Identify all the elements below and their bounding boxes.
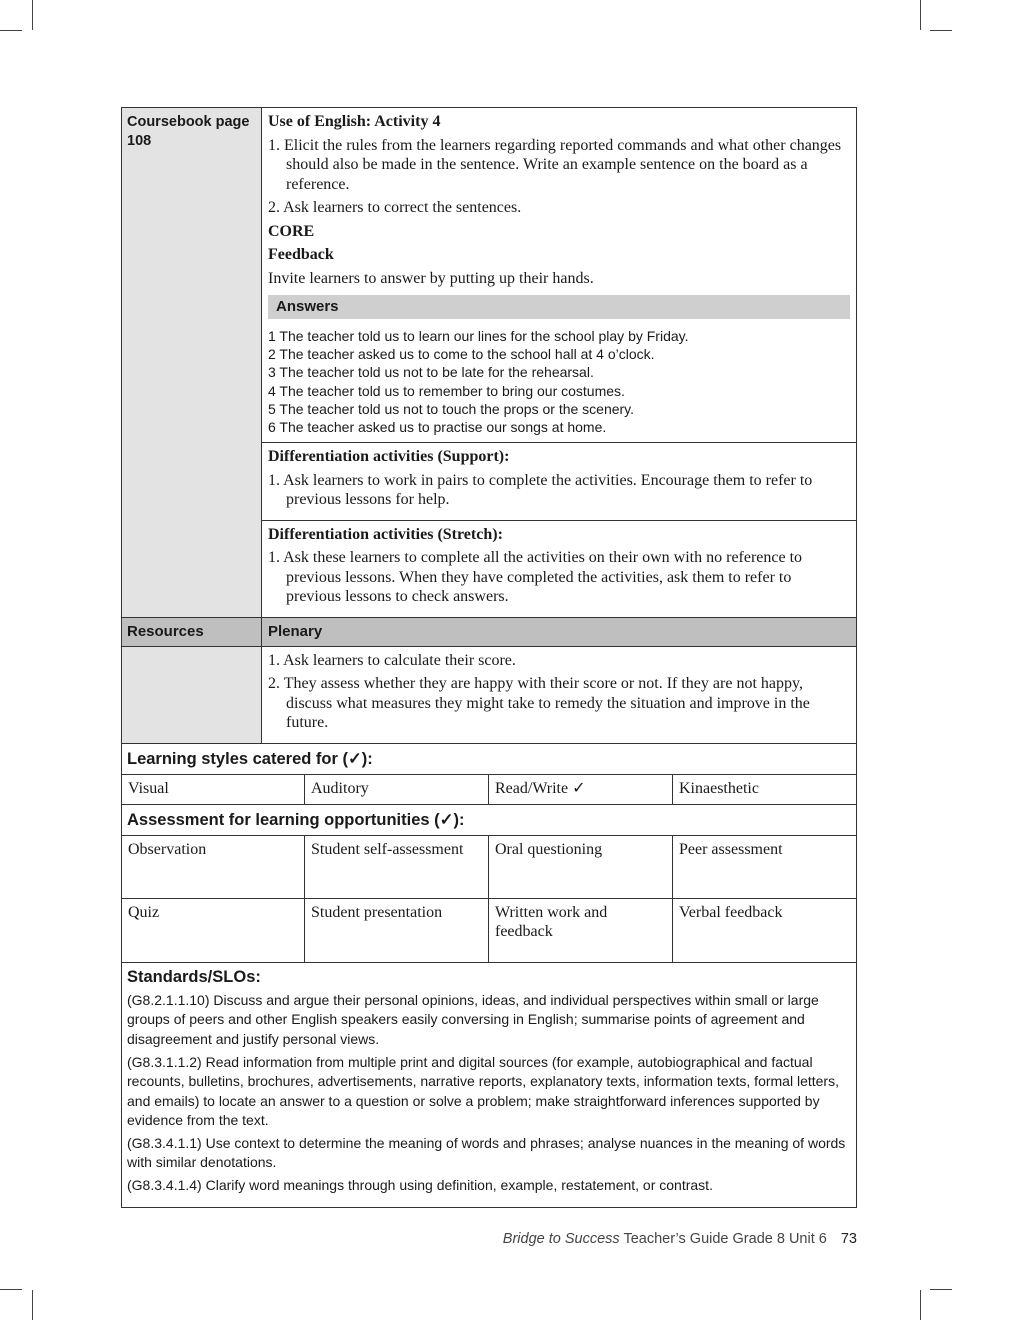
standards-section [122, 963, 856, 1207]
plenary-item: 1. Ask learners to calculate their score. [268, 651, 516, 669]
standard-item: (G8.3.4.1.4) Clarify word meanings through using definition, example, restatement, or contrast. [127, 1177, 713, 1194]
assessment-option: Observation [122, 836, 305, 899]
guide-text: Teacher’s Guide Grade 8 Unit 6 [623, 1231, 827, 1247]
activity-cell [262, 108, 856, 442]
answer-line: 3 The teacher told us not to be late for the rehearsal. [268, 364, 594, 381]
crop-mark [32, 0, 33, 30]
plenary-row [122, 647, 856, 744]
feedback-text: Invite learners to answer by putting up their hands. [268, 269, 594, 287]
assessment-option: Student presentation [305, 899, 489, 962]
assessment-option: Peer assessment [673, 836, 856, 899]
learning-styles-title: Learning styles catered for (✓): [122, 744, 856, 775]
answer-line: 2 The teacher asked us to come to the school hall at 4 o’clock. [268, 346, 655, 363]
answers-heading: Answers [268, 295, 850, 319]
coursebook-page-label: Coursebook page 108 [122, 108, 262, 617]
core-label: CORE [268, 222, 315, 240]
activity-title: Use of English: Activity 4 [268, 113, 441, 130]
assessment-grid [122, 836, 856, 963]
activity-step: 2. Ask learners to correct the sentences. [268, 199, 522, 216]
plenary-item: 2. They assess whether they are happy with their score or not. If they are not happy, discuss what measures they might take to remedy the situation and improve in the future. [268, 675, 810, 732]
assessment-option: Quiz [122, 899, 305, 962]
plenary-cell [262, 647, 856, 743]
assessment-option: Written work and feedback [489, 899, 673, 962]
crop-mark [930, 30, 952, 31]
assessment-option: Oral questioning [489, 836, 673, 899]
activity-row [122, 108, 856, 618]
crop-mark [920, 1290, 921, 1320]
assessment-option: Verbal feedback [679, 903, 783, 921]
standard-item: (G8.2.1.1.10) Discuss and argue their personal opinions, ideas, and individual perspectives within small or large groups of peers and other English speakers easily conversing in English; summarise points of agreement and disagreement and justify personal views. [127, 991, 819, 1047]
crop-mark [32, 1290, 33, 1320]
plenary-title: Plenary [268, 622, 323, 640]
support-cell [262, 442, 856, 520]
activity-step: 1. Elicit the rules from the learners regarding reported commands and what other changes should also be made in the sentence. Write an example sentence on the board as a reference. [268, 136, 842, 193]
page-number: 73 [840, 1231, 857, 1247]
crop-mark [930, 1289, 952, 1290]
learning-style-option: Visual [122, 775, 305, 804]
answer-line: 5 The teacher told us not to touch the props or the scenery. [268, 400, 635, 417]
resources-label: Resources [122, 618, 262, 646]
standards-title: Standards/SLOs: [127, 967, 261, 986]
stretch-item: 1. Ask these learners to complete all the activities on their own with no reference to previous lessons. When they have completed the activities, ask them to refer to previous lessons to check answers. [268, 549, 803, 606]
learning-style-option: Auditory [305, 775, 489, 804]
answer-line: 1 The teacher told us to learn our lines for the school play by Friday. [268, 328, 689, 344]
feedback-label: Feedback [268, 246, 334, 263]
crop-mark [0, 1289, 22, 1290]
crop-mark [0, 30, 22, 31]
answer-line: 6 The teacher asked us to practise our songs at home. [268, 419, 607, 436]
crop-mark [920, 0, 921, 30]
stretch-cell [262, 520, 856, 617]
resources-cell [122, 647, 262, 743]
standard-item: (G8.3.1.1.2) Read information from multiple print and digital sources (for example, autobiographical and factual recounts, bulletins, brochures, advertisements, narrative reports, explanatory texts, information texts, formal letters, and emails) to locate an answer to a question or solve a problem; make straightforward inferences supported by evidence from the text. [127, 1053, 839, 1129]
support-item: 1. Ask learners to work in pairs to complete the activities. Encourage them to refer to previous lessons for help. [268, 471, 813, 509]
stretch-title: Differentiation activities (Stretch): [268, 525, 503, 543]
learning-styles-grid [122, 775, 856, 805]
learning-style-option: Kinaesthetic [679, 779, 759, 797]
standard-item: (G8.3.4.1.1) Use context to determine the meaning of words and phrases; analyse nuances in the meaning of words with similar denotations. [127, 1134, 846, 1171]
answer-line: 4 The teacher told us to remember to bring our costumes. [268, 382, 625, 399]
lesson-plan-table [121, 107, 857, 1208]
plenary-header-row [122, 618, 856, 647]
assessment-title: Assessment for learning opportunities (✓): [122, 805, 856, 836]
support-title: Differentiation activities (Support): [268, 448, 510, 466]
assessment-option: Student self-assessment [305, 836, 489, 899]
book-title: Bridge to Success [502, 1231, 620, 1247]
page-footer [503, 1231, 857, 1247]
learning-style-option: Read/Write ✓ [489, 775, 673, 804]
